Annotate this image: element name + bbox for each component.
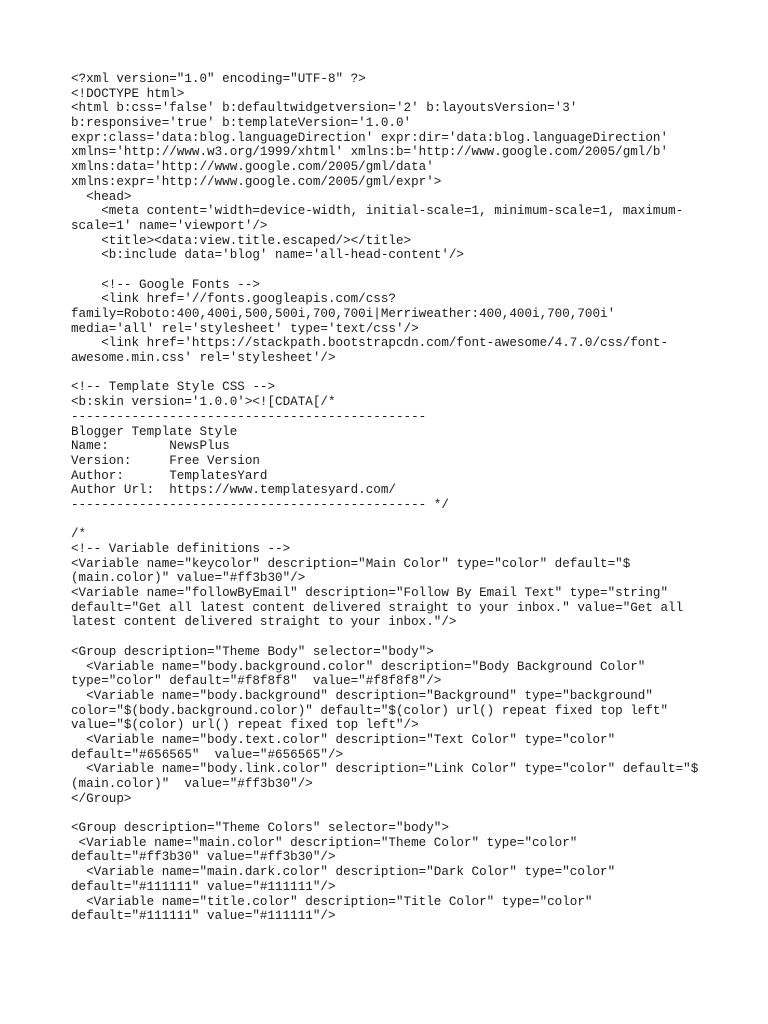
code-line: Author Url: https://www.templatesyard.com/ (71, 483, 396, 498)
code-line: Author: TemplatesYard (71, 468, 268, 483)
code-line: <link href='//fonts.googleapis.com/css? (71, 292, 396, 307)
code-line: <Variable name="body.text.color" description="Text Color" type="color" (71, 732, 616, 747)
code-line: <!-- Template Style CSS --> (71, 380, 276, 395)
code-line: default="#656565" value="#656565"/> (71, 747, 344, 762)
code-line: /* (71, 527, 87, 542)
code-line: <Variable name="followByEmail" description="Follow By Email Text" type="string" (71, 586, 669, 601)
code-line: (main.color)" value="#ff3b30"/> (71, 571, 306, 586)
code-line: <title><data:view.title.escaped/></title> (71, 233, 412, 248)
code-line: <!-- Variable definitions --> (71, 542, 291, 556)
code-line: default="#111111" value="#111111"/> (71, 909, 336, 924)
code-line: Blogger Template Style (71, 424, 238, 439)
code-line: expr:class='data:blog.languageDirection' expr:dir='data:blog.languageDirection' (71, 130, 669, 145)
code-line: awesome.min.css' rel='stylesheet'/> (71, 351, 336, 366)
code-line: type="color" default="#f8f8f8" value="#f8f8f8"/> (71, 674, 442, 689)
code-line: <link href='https://stackpath.bootstrapcdn.com/font-awesome/4.7.0/css/font- (71, 336, 669, 351)
code-line: <Group description="Theme Body" selector="body"> (71, 644, 434, 659)
code-line: <Variable name="title.color" description="Title Color" type="color" (71, 894, 593, 909)
code-line: <b:skin version='1.0.0'><![CDATA[/* (71, 395, 336, 410)
code-line: <Variable name="main.color" description="Theme Color" type="color" (71, 835, 578, 850)
code-line: Name: NewsPlus (71, 439, 230, 454)
code-line (71, 806, 711, 821)
code-line: <Variable name="body.link.color" description="Link Color" type="color" default="$ (71, 762, 699, 777)
code-line: ----------------------------------------------- (71, 409, 427, 424)
code-line: (main.color)" value="#ff3b30"/> (71, 777, 313, 791)
code-line: </Group> (71, 791, 132, 806)
code-line (71, 513, 711, 528)
code-line: <Variable name="body.background.color" description="Body Background Color" (71, 659, 646, 674)
code-line: default="#111111" value="#111111"/> (71, 879, 336, 894)
code-line: media='all' rel='stylesheet' type='text/css'/> (71, 321, 419, 336)
code-line: <!DOCTYPE html> (71, 86, 185, 101)
code-line: value="$(color) url() repeat fixed top left"/> (71, 718, 419, 733)
code-line (71, 630, 711, 645)
code-line: scale=1' name='viewport'/> (71, 218, 268, 233)
code-line: <meta content='width=device-width, initial-scale=1, minimum-scale=1, maximum- (71, 204, 684, 219)
code-line: <?xml version="1.0" encoding="UTF-8" ?> (71, 72, 366, 86)
code-line: default="#ff3b30" value="#ff3b30"/> (71, 850, 336, 865)
code-line: b:responsive='true' b:templateVersion='1.0.0' (71, 116, 412, 131)
code-line: <b:include data='blog' name='all-head-content'/> (71, 248, 464, 263)
code-line: Version: Free Version (71, 453, 260, 468)
code-line: <html b:css='false' b:defaultwidgetversion='2' b:layoutsVersion='3' (71, 101, 578, 116)
code-line: xmlns='http://www.w3.org/1999/xhtml' xmlns:b='http://www.google.com/2005/gml/b' (71, 145, 669, 160)
code-line: <Variable name="keycolor" description="Main Color" type="color" default="$ (71, 556, 631, 571)
code-line: xmlns:data='http://www.google.com/2005/gml/data' (71, 160, 434, 175)
code-line: <Variable name="body.background" description="Background" type="background" (71, 688, 653, 703)
code-line: color="$(body.background.color)" default="$(color) url() repeat fixed top left" (71, 703, 669, 718)
code-line (71, 263, 711, 278)
code-line (71, 366, 711, 381)
code-listing (71, 72, 711, 924)
code-line: <head> (71, 189, 132, 204)
code-line: latest content delivered straight to your inbox."/> (71, 615, 457, 630)
code-line: ----------------------------------------------- */ (71, 497, 449, 512)
code-line: xmlns:expr='http://www.google.com/2005/gml/expr'> (71, 174, 442, 189)
code-line: default="Get all latest content delivered straight to your inbox." value="Get all (71, 600, 684, 615)
code-line: <!-- Google Fonts --> (71, 277, 260, 292)
code-line: <Group description="Theme Colors" selector="body"> (71, 821, 449, 836)
code-line: <Variable name="main.dark.color" description="Dark Color" type="color" (71, 865, 616, 880)
code-line: family=Roboto:400,400i,500,500i,700,700i|Merriweather:400,400i,700,700i' (71, 307, 616, 321)
